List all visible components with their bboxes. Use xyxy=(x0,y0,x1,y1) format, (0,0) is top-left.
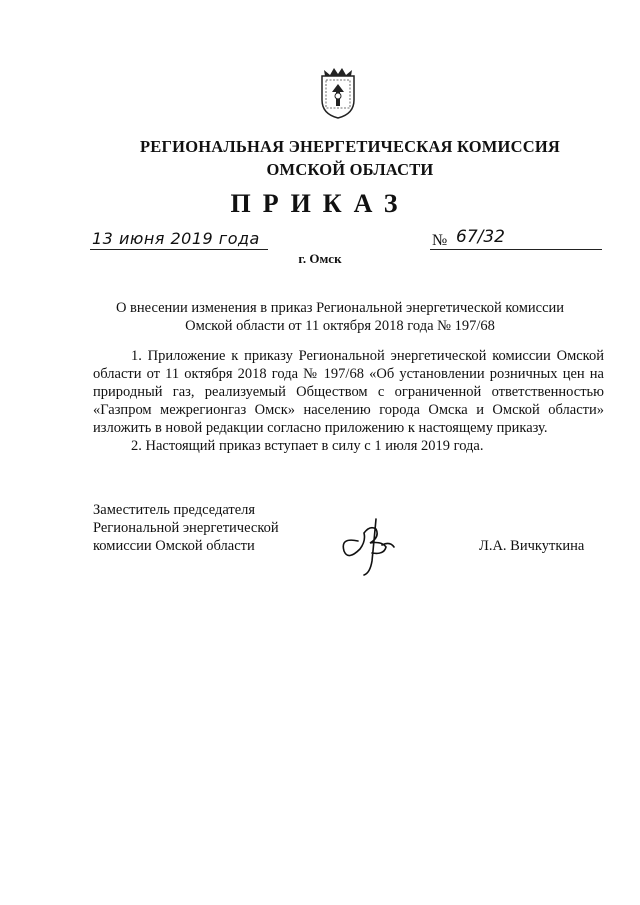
date-underline xyxy=(90,249,268,250)
body-item-1: 1. Приложение к приказу Региональной энергетической комиссии Омской области от 11 октября 2018 года № 197/68 «Об установлении розничных цен на природный газ, реализуемый Обществом с ограниченной ответственностью «Газпром межрегионгаз Омск» населению города Омска и Омской области» изложить в новой редакции согласно приложению к настоящему приказу. xyxy=(93,348,604,436)
document-body xyxy=(93,347,604,455)
coat-of-arms-emblem xyxy=(318,66,358,120)
signatory-position xyxy=(93,501,279,555)
organization-name-line-1: РЕГИОНАЛЬНАЯ ЭНЕРГЕТИЧЕСКАЯ КОМИССИЯ xyxy=(140,137,560,156)
handwritten-document-number: 67/32 xyxy=(456,227,505,247)
signatory-position-line-3: комиссии Омской области xyxy=(93,538,255,554)
subject-line-2: Омской области от 11 октября 2018 года № 197/68 xyxy=(185,318,495,334)
handwritten-date: 13 июня 2019 года xyxy=(92,229,260,248)
number-label: № xyxy=(432,232,448,249)
handwritten-signature xyxy=(330,511,410,579)
city-label: г. Омск xyxy=(298,251,342,266)
organization-name-line-2: ОМСКОЙ ОБЛАСТИ xyxy=(266,160,434,179)
signatory-name: Л.А. Вичкуткина xyxy=(479,538,585,554)
document-subject xyxy=(80,299,600,335)
signatory-position-line-1: Заместитель председателя xyxy=(93,502,256,518)
number-underline xyxy=(430,249,602,250)
subject-line-1: О внесении изменения в приказ Региональной энергетической комиссии xyxy=(115,300,565,316)
document-title: ПРИКАЗ xyxy=(230,189,410,218)
signatory-position-line-2: Региональной энергетической xyxy=(93,520,279,536)
body-item-2: 2. Настоящий приказ вступает в силу с 1 июля 2019 года. xyxy=(131,438,484,454)
